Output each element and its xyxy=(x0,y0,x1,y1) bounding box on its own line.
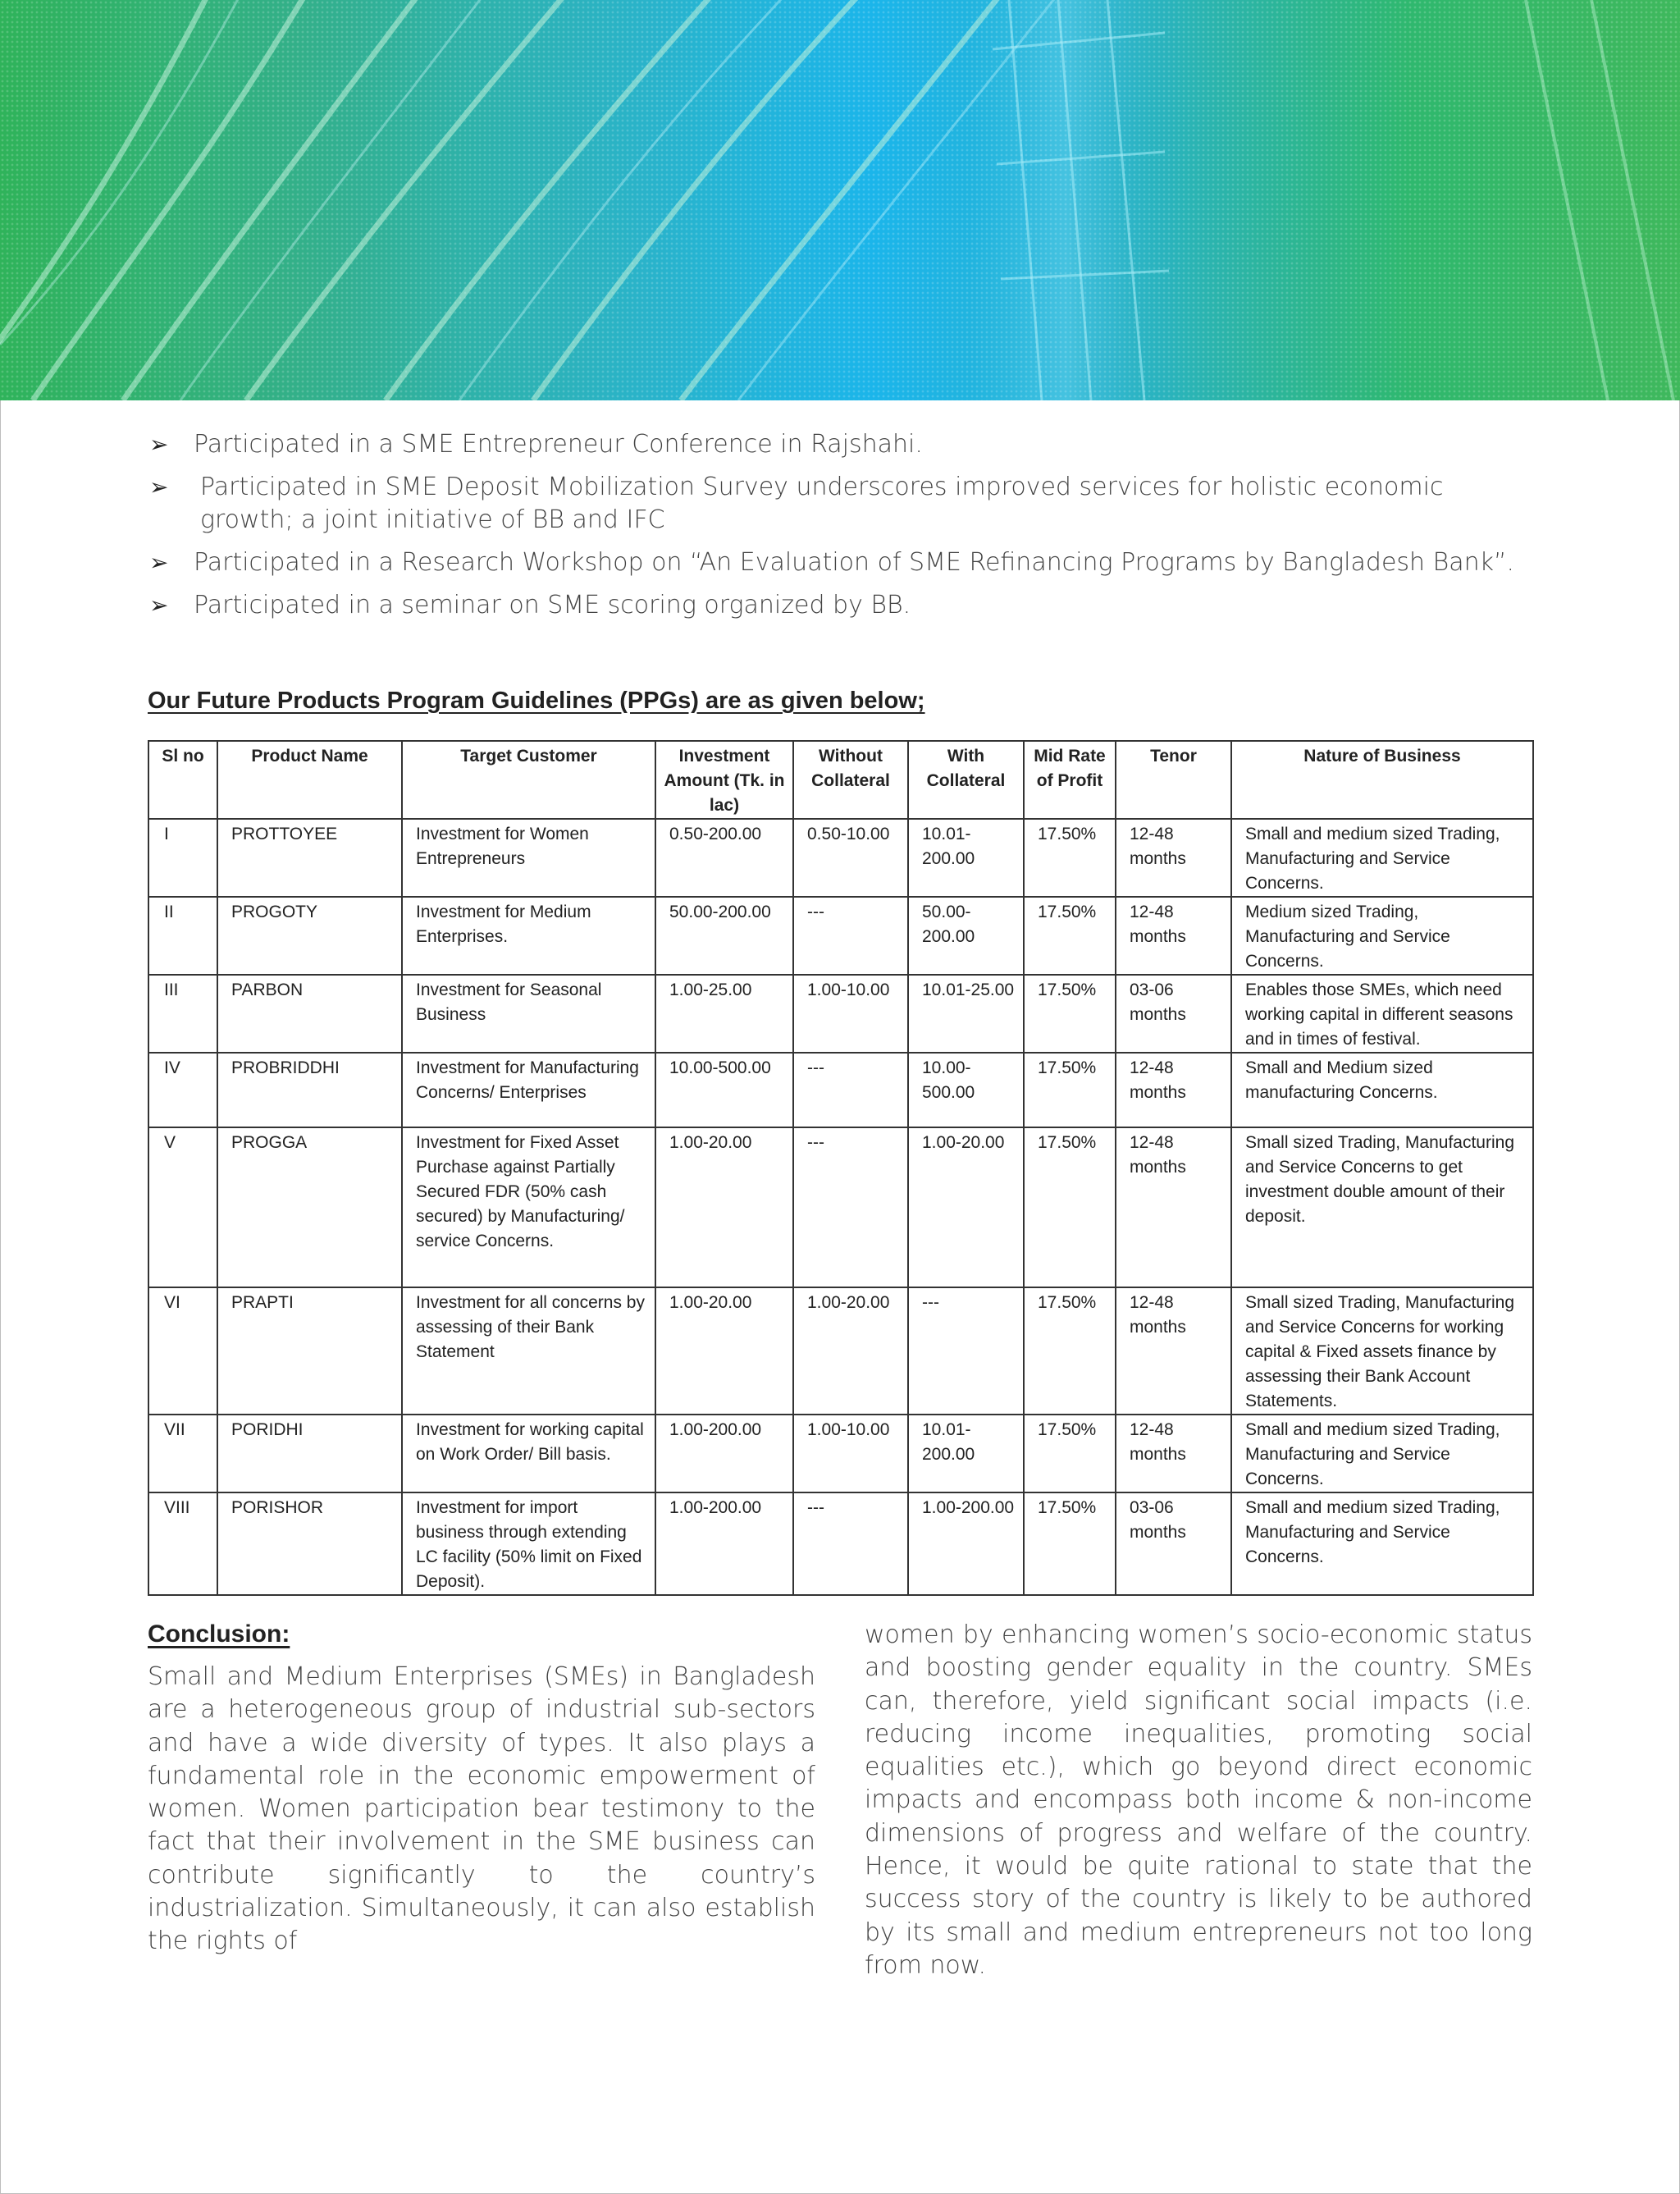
cell-target-customer: Investment for import business through extending LC facility (50% limit on Fixed Deposit). xyxy=(402,1492,655,1595)
table-row xyxy=(148,1287,1533,1415)
cell-tenor: 12-48 months xyxy=(1116,1287,1231,1415)
cell-tenor: 12-48 months xyxy=(1116,819,1231,897)
cell-mid-rate: 17.50% xyxy=(1024,1415,1116,1492)
header-banner-image xyxy=(0,0,1680,400)
table-row xyxy=(148,819,1533,897)
cell-sl-no: V xyxy=(148,1127,217,1287)
cell-with-collateral: 1.00-200.00 xyxy=(908,1492,1024,1595)
cell-investment-amount: 0.50-200.00 xyxy=(655,819,793,897)
cell-sl-no: III xyxy=(148,975,217,1053)
cell-without-collateral: 1.00-20.00 xyxy=(793,1287,908,1415)
cell-without-collateral: 0.50-10.00 xyxy=(793,819,908,897)
cell-nature-of-business: Small and Medium sized manufacturing Concerns. xyxy=(1231,1053,1533,1127)
cell-investment-amount: 1.00-200.00 xyxy=(655,1492,793,1595)
cell-nature-of-business: Medium sized Trading, Manufacturing and Service Concerns. xyxy=(1231,897,1533,975)
cell-with-collateral: 1.00-20.00 xyxy=(908,1127,1024,1287)
cell-product-name: PROTTOYEE xyxy=(217,819,402,897)
cell-target-customer: Investment for Manufacturing Concerns/ Enterprises xyxy=(402,1053,655,1127)
bullet-text: Participated in a Research Workshop on “An Evaluation of SME Refinancing Programs by Bangladesh Bank”. xyxy=(194,548,1515,577)
cell-target-customer: Investment for working capital on Work Order/ Bill basis. xyxy=(402,1415,655,1492)
cell-sl-no: VI xyxy=(148,1287,217,1415)
cell-sl-no: VII xyxy=(148,1415,217,1492)
conclusion-text-right-column: women by enhancing women’s socio-economic status and boosting gender equality in the country. SMEs can, therefore, yield significant social impacts (i.e. reducing income inequalities, promoting social equalities etc.), which go beyond direct economic impacts and encompass both income & non-income dimensions of progress and welfare of the country. Hence, it would be quite rational to state that the success story of the country is likely to be authored by its small and medium entrepreneurs not too long from now. xyxy=(865,1620,1532,1980)
cell-target-customer: Investment for Medium Enterprises. xyxy=(402,897,655,975)
cell-mid-rate: 17.50% xyxy=(1024,897,1116,975)
cell-investment-amount: 1.00-25.00 xyxy=(655,975,793,1053)
cell-tenor: 12-48 months xyxy=(1116,897,1231,975)
cell-with-collateral: --- xyxy=(908,1287,1024,1415)
cell-with-collateral: 10.00-500.00 xyxy=(908,1053,1024,1127)
table-row xyxy=(148,975,1533,1053)
cell-sl-no: II xyxy=(148,897,217,975)
cell-mid-rate: 17.50% xyxy=(1024,819,1116,897)
cell-target-customer: Investment for Fixed Asset Purchase against Partially Secured FDR (50% cash secured) by Manufacturing/ service Concerns. xyxy=(402,1127,655,1287)
cell-without-collateral: --- xyxy=(793,1127,908,1287)
table-row xyxy=(148,1492,1533,1595)
cell-target-customer: Investment for Seasonal Business xyxy=(402,975,655,1053)
cell-tenor: 12-48 months xyxy=(1116,1415,1231,1492)
table-row xyxy=(148,1127,1533,1287)
cell-tenor: 12-48 months xyxy=(1116,1053,1231,1127)
cell-sl-no: IV xyxy=(148,1053,217,1127)
cell-nature-of-business: Small and medium sized Trading, Manufacturing and Service Concerns. xyxy=(1231,819,1533,897)
cell-target-customer: Investment for Women Entrepreneurs xyxy=(402,819,655,897)
arrow-bullet-icon: ➢ xyxy=(149,431,169,458)
activity-bullet-list xyxy=(148,428,1542,632)
bullet-item xyxy=(148,428,1542,461)
cell-nature-of-business: Small and medium sized Trading, Manufacturing and Service Concerns. xyxy=(1231,1415,1533,1492)
cell-tenor: 12-48 months xyxy=(1116,1127,1231,1287)
cell-without-collateral: --- xyxy=(793,1492,908,1595)
cell-investment-amount: 1.00-20.00 xyxy=(655,1287,793,1415)
bullet-text: Participated in a SME Entrepreneur Conference in Rajshahi. xyxy=(194,430,923,459)
banner-dot-pattern xyxy=(0,0,1680,400)
cell-with-collateral: 10.01-200.00 xyxy=(908,1415,1024,1492)
header-without-collateral: Without Collateral xyxy=(793,741,908,819)
cell-product-name: PORISHOR xyxy=(217,1492,402,1595)
cell-product-name: PROGGA xyxy=(217,1127,402,1287)
header-nature-of-business: Nature of Business xyxy=(1231,741,1533,819)
cell-product-name: PORIDHI xyxy=(217,1415,402,1492)
cell-without-collateral: --- xyxy=(793,1053,908,1127)
cell-sl-no: VIII xyxy=(148,1492,217,1595)
conclusion-text-left-column: Small and Medium Enterprises (SMEs) in Bangladesh are a heterogeneous group of industrial sub-sectors and have a wide diversity of types. It also plays a fundamental role in the economic empowerment of women. Women participation bear testimony to the fact that their involvement in the SME business can contribute significantly to the country’s industrialization. Simultaneously, it can also establish the rights of xyxy=(148,1662,815,1956)
header-investment-amount: Investment Amount (Tk. in lac) xyxy=(655,741,793,819)
cell-product-name: PROBRIDDHI xyxy=(217,1053,402,1127)
table-row xyxy=(148,897,1533,975)
arrow-bullet-icon: ➢ xyxy=(149,549,169,576)
cell-mid-rate: 17.50% xyxy=(1024,1053,1116,1127)
header-product-name: Product Name xyxy=(217,741,402,819)
header-with-collateral: With Collateral xyxy=(908,741,1024,819)
header-sl-no: Sl no xyxy=(148,741,217,819)
cell-nature-of-business: Small and medium sized Trading, Manufacturing and Service Concerns. xyxy=(1231,1492,1533,1595)
arrow-bullet-icon: ➢ xyxy=(149,592,169,619)
bullet-item xyxy=(148,546,1542,579)
table-row xyxy=(148,1053,1533,1127)
cell-product-name: PRAPTI xyxy=(217,1287,402,1415)
cell-sl-no: I xyxy=(148,819,217,897)
conclusion-heading: Conclusion: xyxy=(148,1620,290,1648)
header-target-customer: Target Customer xyxy=(402,741,655,819)
cell-mid-rate: 17.50% xyxy=(1024,1492,1116,1595)
cell-investment-amount: 10.00-500.00 xyxy=(655,1053,793,1127)
header-mid-rate: Mid Rate of Profit xyxy=(1024,741,1116,819)
cell-target-customer: Investment for all concerns by assessing of their Bank Statement xyxy=(402,1287,655,1415)
cell-without-collateral: 1.00-10.00 xyxy=(793,1415,908,1492)
ppg-table xyxy=(148,740,1534,1596)
cell-mid-rate: 17.50% xyxy=(1024,1287,1116,1415)
ppg-section-heading: Our Future Products Program Guidelines (PPGs) are as given below; xyxy=(148,688,925,714)
cell-tenor: 03-06 months xyxy=(1116,1492,1231,1595)
cell-mid-rate: 17.50% xyxy=(1024,1127,1116,1287)
cell-with-collateral: 50.00-200.00 xyxy=(908,897,1024,975)
cell-tenor: 03-06 months xyxy=(1116,975,1231,1053)
cell-nature-of-business: Small sized Trading, Manufacturing and Service Concerns for working capital & Fixed assets finance by assessing their Bank Account Statements. xyxy=(1231,1287,1533,1415)
table-header-row xyxy=(148,741,1533,819)
cell-investment-amount: 1.00-20.00 xyxy=(655,1127,793,1287)
bullet-item xyxy=(148,589,1542,622)
cell-mid-rate: 17.50% xyxy=(1024,975,1116,1053)
bullet-item xyxy=(148,471,1542,537)
cell-investment-amount: 50.00-200.00 xyxy=(655,897,793,975)
cell-product-name: PROGOTY xyxy=(217,897,402,975)
cell-product-name: PARBON xyxy=(217,975,402,1053)
cell-nature-of-business: Enables those SMEs, which need working capital in different seasons and in times of festival. xyxy=(1231,975,1533,1053)
cell-with-collateral: 10.01-200.00 xyxy=(908,819,1024,897)
cell-without-collateral: 1.00-10.00 xyxy=(793,975,908,1053)
cell-investment-amount: 1.00-200.00 xyxy=(655,1415,793,1492)
bullet-text: Participated in SME Deposit Mobilization Survey underscores improved services for holistic economic growth; a joint initiative of BB and IFC xyxy=(200,473,1444,534)
cell-nature-of-business: Small sized Trading, Manufacturing and Service Concerns to get investment double amount of their deposit. xyxy=(1231,1127,1533,1287)
cell-without-collateral: --- xyxy=(793,897,908,975)
header-tenor: Tenor xyxy=(1116,741,1231,819)
bullet-text: Participated in a seminar on SME scoring organized by BB. xyxy=(194,591,911,619)
arrow-bullet-icon: ➢ xyxy=(149,473,169,501)
table-row xyxy=(148,1415,1533,1492)
cell-with-collateral: 10.01-25.00 xyxy=(908,975,1024,1053)
